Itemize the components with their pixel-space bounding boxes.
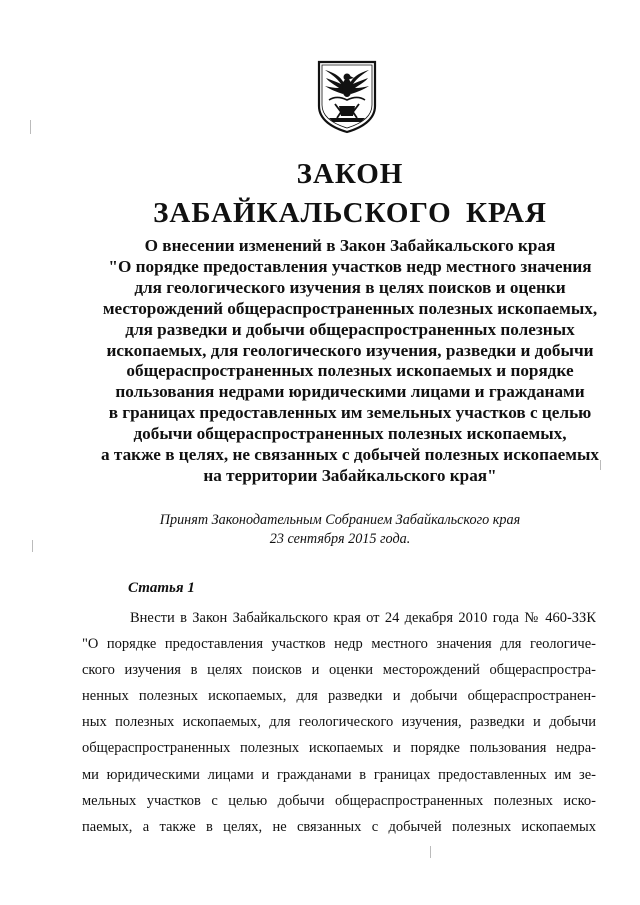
- scan-margin-mark: [430, 846, 431, 858]
- adoption-line: Принят Законодательным Собранием Забайкальского края: [159, 512, 521, 528]
- body-line: паемых, а также в целях, не связанных с добычей полезных ископаемых: [82, 818, 596, 835]
- body-line: общераспространенных полезных ископаемых и порядке пользования недра-: [82, 740, 596, 757]
- body-line: ского изучения в целях поисков и оценки месторождений общераспростра-: [82, 662, 596, 679]
- subject-line: для геологического изучения в целях поисков и оценки: [134, 277, 566, 297]
- body-line: мельных участков с целью добычи общераспространенных полезных иско-: [82, 792, 596, 809]
- body-line: ных полезных ископаемых, для геологического изучения, разведки и добычи: [82, 714, 596, 731]
- adoption-date: 23 сентября 2015 года.: [269, 531, 411, 547]
- subject-line: месторождений общераспространенных полезных ископаемых,: [102, 298, 598, 318]
- subject-line: на территории Забайкальского края": [203, 465, 497, 485]
- law-title-line2: ЗАБАЙКАЛЬСКОГО КРАЯ: [153, 197, 547, 229]
- law-title-line1: ЗАКОН: [296, 158, 404, 190]
- scan-margin-mark: [30, 120, 31, 134]
- body-line: Внести в Закон Забайкальского края от 24 декабря 2010 года № 460-ЗЗК: [130, 610, 596, 626]
- subject-line: О внесении изменений в Закон Забайкальского края: [144, 236, 556, 255]
- article-body: [82, 605, 596, 840]
- subject-line: ископаемых, для геологического изучения, разведки и добычи: [106, 340, 594, 360]
- subject-line: а также в целях, не связанных с добычей полезных ископаемых: [101, 445, 599, 465]
- subject-line: общераспространенных полезных ископаемых и порядке: [126, 361, 574, 381]
- zabaykalsky-coat-of-arms-emblem: [317, 60, 377, 134]
- body-line: ненных полезных ископаемых, для разведки и добычи общераспространен-: [82, 688, 596, 705]
- body-line: "О порядке предоставления участков недр местного значения для геологиче-: [82, 636, 596, 653]
- scan-margin-mark: [32, 540, 33, 552]
- subject-line: в границах предоставленных им земельных участков с целью: [108, 403, 592, 423]
- subject-line: пользования недрами юридическими лицами и гражданами: [115, 382, 585, 402]
- subject-line: добычи общераспространенных полезных ископаемых,: [133, 424, 567, 444]
- scan-margin-mark: [600, 460, 601, 470]
- body-line: ми юридическими лицами и гражданами в границах предоставленных им зе-: [82, 766, 596, 783]
- article-title: Статья 1: [128, 580, 195, 596]
- law-subject-heading: [60, 236, 640, 487]
- subject-line: для разведки и добычи общераспространенных полезных: [125, 319, 575, 339]
- adoption-note: [90, 511, 590, 549]
- subject-line: "О порядке предоставления участков недр местного значения: [108, 256, 592, 276]
